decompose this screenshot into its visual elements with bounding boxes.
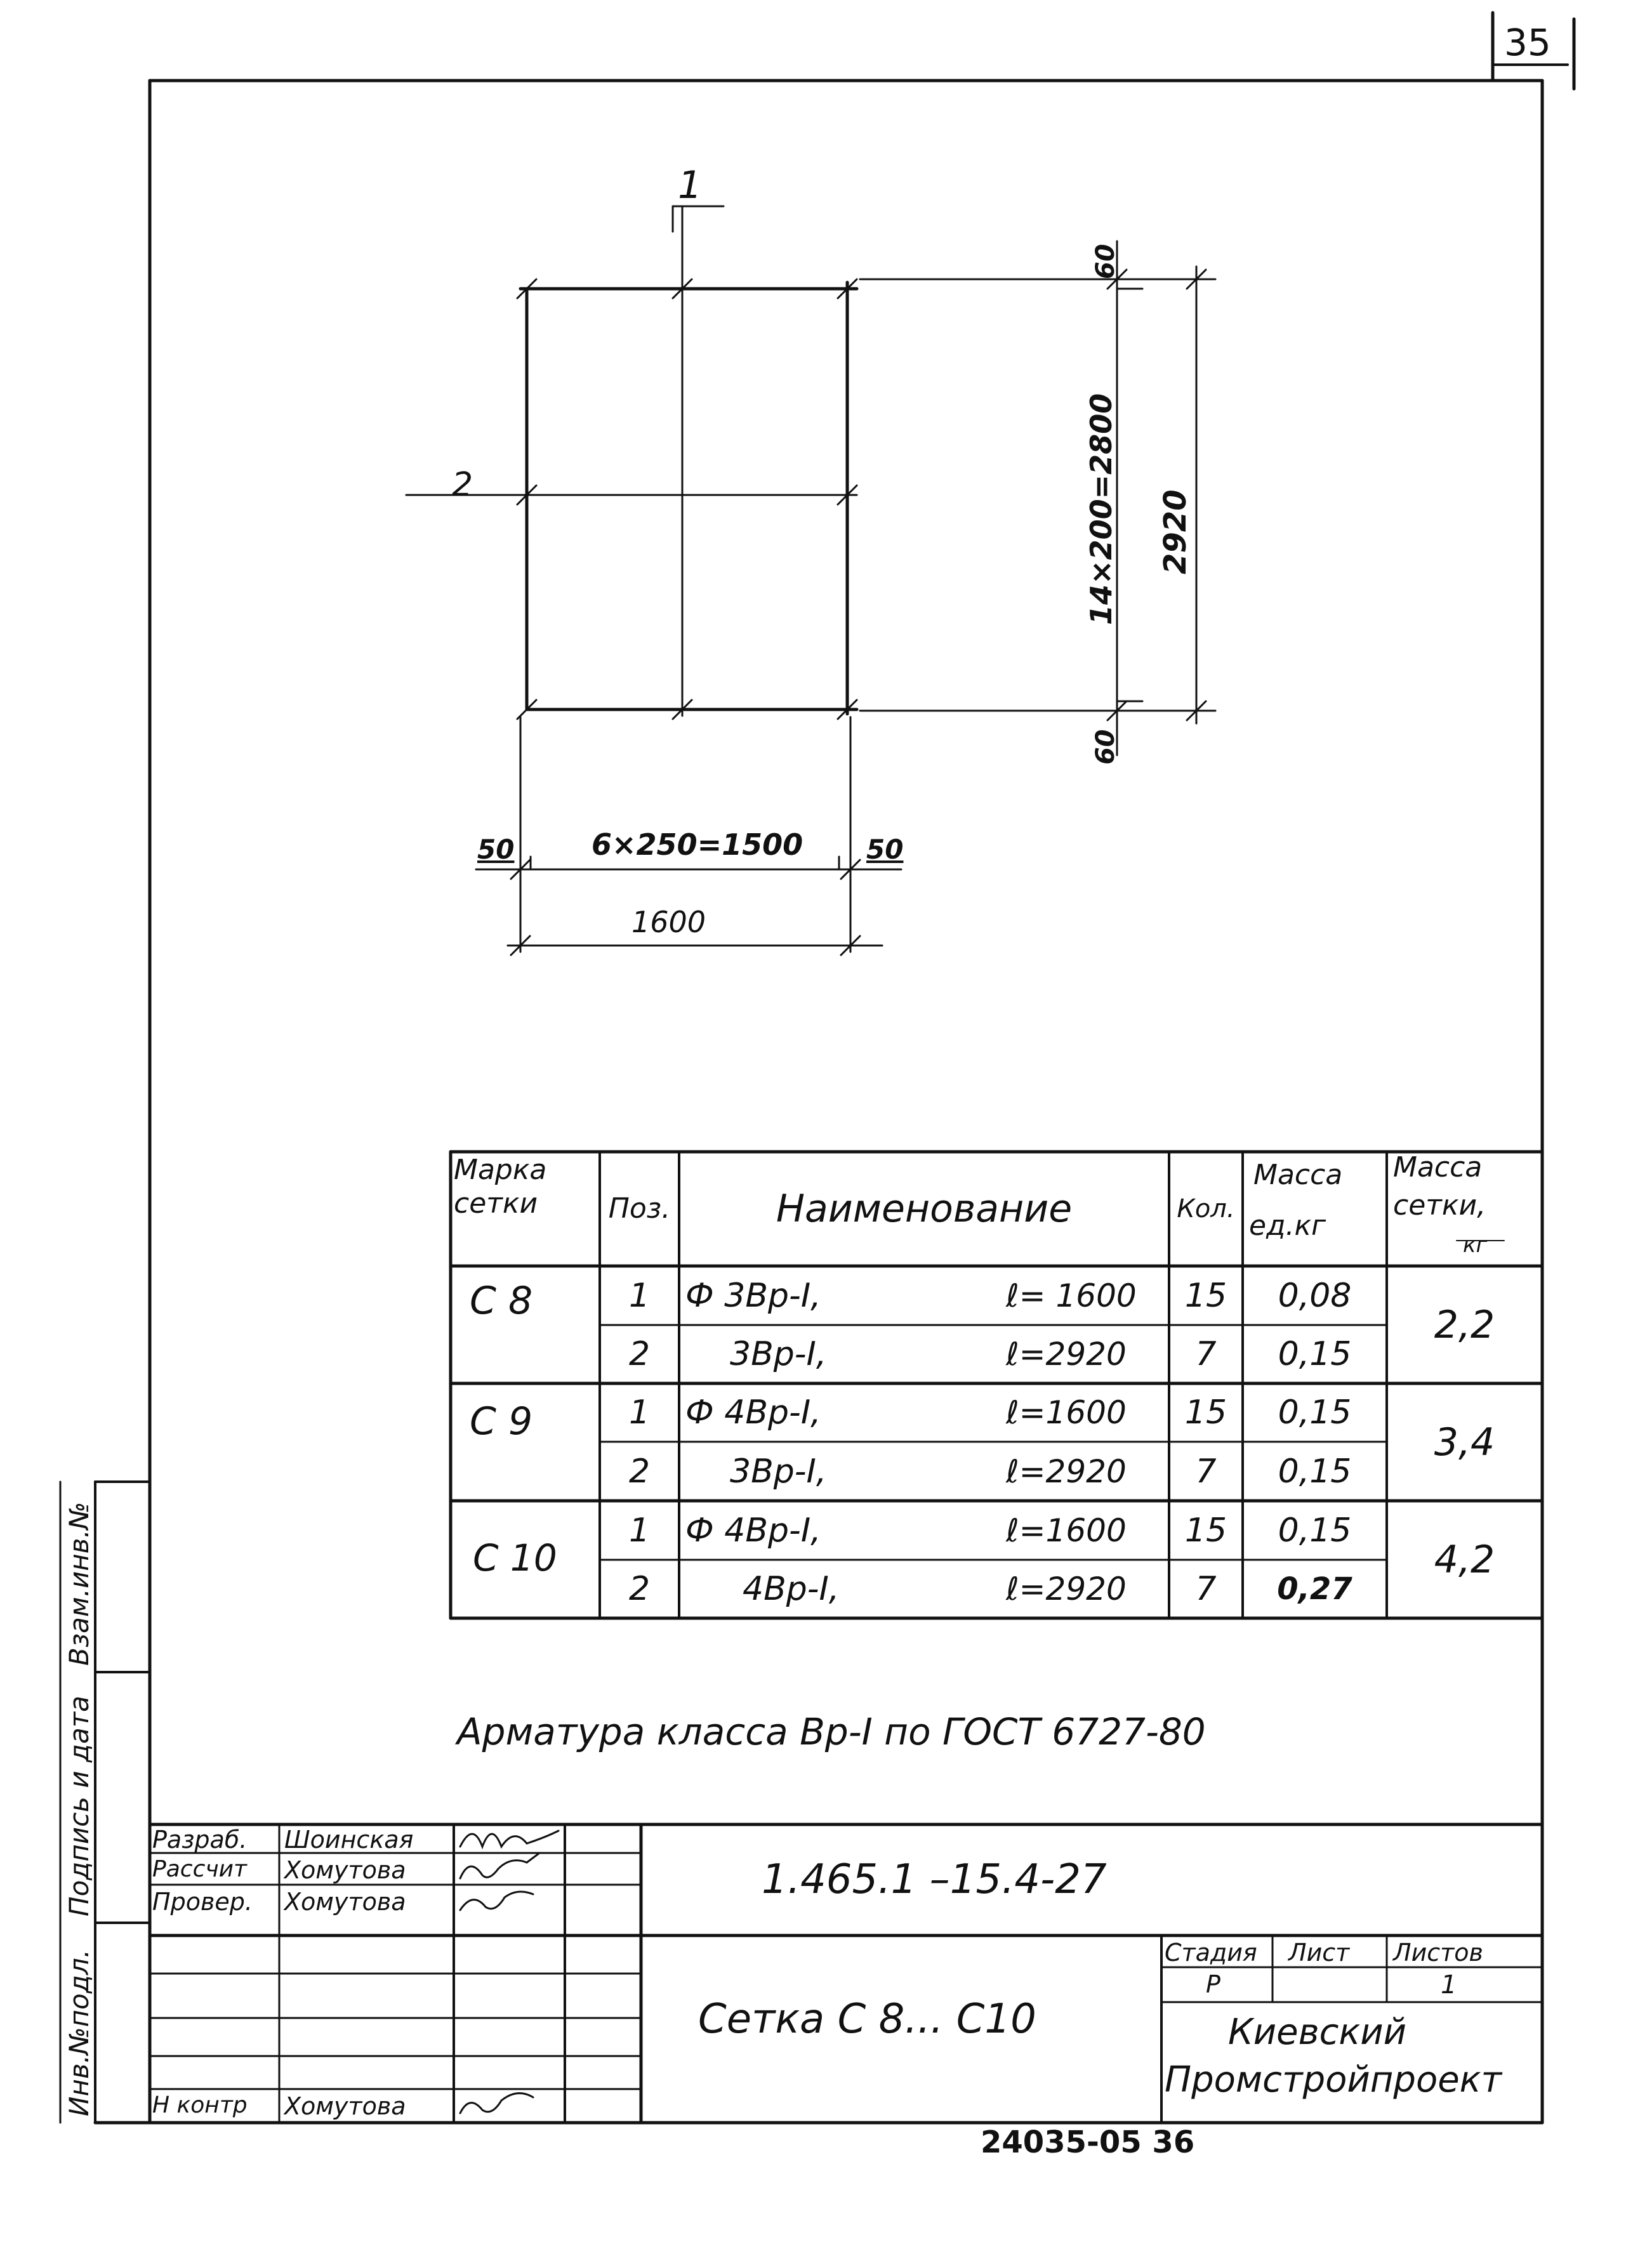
page-number: 35: [1504, 21, 1551, 64]
dim-left-50: 50: [477, 834, 515, 865]
name-cell: 4Вр-I,: [743, 1570, 840, 1608]
length-cell: ℓ=2920: [1006, 1453, 1127, 1490]
role-n-kontr: Н контр: [152, 2092, 248, 2118]
name-cell: Ф 4Вр-I,: [685, 1394, 821, 1432]
name-cell: Ф 3Вр-I,: [685, 1276, 821, 1315]
organization-line2: Промстройпроект: [1165, 2059, 1502, 2100]
unit-mass-cell: 0,08: [1278, 1276, 1352, 1315]
header-mesh-mass-line1: Масса: [1393, 1151, 1483, 1183]
qty-cell: 7: [1195, 1570, 1217, 1608]
header-pos: Поз.: [608, 1192, 671, 1225]
pos-cell: 1: [628, 1276, 651, 1315]
header-mesh-mass-line3: кг: [1463, 1232, 1488, 1258]
header-qty: Кол.: [1177, 1194, 1235, 1223]
name-cell: 3Вр-I,: [730, 1335, 827, 1373]
unit-mass-cell: 0,15: [1278, 1511, 1352, 1550]
sheets-label: Листов: [1393, 1939, 1483, 1967]
length-cell: ℓ=2920: [1006, 1571, 1127, 1607]
unit-mass-cell: 0,15: [1278, 1394, 1352, 1432]
pos-cell: 1: [628, 1394, 651, 1432]
dim-bottom-60: 60: [1091, 729, 1120, 765]
qty-cell: 15: [1184, 1511, 1227, 1550]
side-stamp-vzam-inv: Взам.инв.№: [63, 1501, 95, 1666]
pos-cell: 1: [628, 1511, 651, 1550]
mark-cell: С 9: [470, 1399, 533, 1444]
length-cell: ℓ=1600: [1006, 1512, 1127, 1549]
stage-value: Р: [1206, 1970, 1220, 1998]
name-cell: Ф 4Вр-I,: [685, 1511, 821, 1550]
name-cell: 3Вр-I,: [730, 1452, 827, 1491]
qty-cell: 15: [1184, 1276, 1227, 1315]
dim-vertical-spacing: 14×200=2800: [1084, 393, 1118, 625]
mark-cell: С 10: [473, 1536, 557, 1579]
mesh-mass-cell: 2,2: [1434, 1302, 1495, 1347]
length-cell: ℓ=2920: [1006, 1336, 1127, 1373]
organization-line1: Киевский: [1228, 2012, 1407, 2053]
name-rasschit: Хомутова: [284, 1856, 406, 1884]
pos-cell: 2: [628, 1335, 651, 1373]
stage-label: Стадия: [1165, 1939, 1257, 1967]
header-unit-mass-line1: Масса: [1253, 1159, 1343, 1191]
role-rasschit: Рассчит: [152, 1856, 247, 1882]
qty-cell: 7: [1195, 1452, 1217, 1491]
sheet-label: Лист: [1288, 1939, 1350, 1967]
reinforcement-note: Арматура класса Вр-I по ГОСТ 6727-80: [457, 1710, 1206, 1753]
length-cell: ℓ=1600: [1006, 1394, 1127, 1431]
header-unit-mass-line2: ед.кг: [1249, 1210, 1326, 1242]
role-prover: Провер.: [152, 1888, 253, 1916]
dim-top-60: 60: [1091, 244, 1120, 279]
qty-cell: 7: [1195, 1335, 1217, 1373]
archive-code: 24035-05 36: [981, 2125, 1195, 2160]
pos-cell: 2: [628, 1570, 651, 1608]
pos-cell: 2: [628, 1452, 651, 1491]
name-razrab: Шоинская: [284, 1826, 414, 1854]
mark-cell: С 8: [470, 1279, 533, 1323]
unit-mass-cell: 0,15: [1278, 1452, 1352, 1491]
dim-horizontal-total: 1600: [631, 905, 706, 939]
length-cell: ℓ= 1600: [1006, 1277, 1137, 1314]
name-prover: Хомутова: [284, 1888, 406, 1916]
header-mark-line1: Марка: [454, 1154, 547, 1186]
side-stamp-podpis-data: Подпись и дата: [63, 1696, 95, 1916]
drawing-title: Сетка С 8... С10: [698, 1996, 1036, 2043]
header-name: Наименование: [776, 1187, 1073, 1231]
dim-right-50: 50: [866, 834, 904, 865]
side-stamp-inv-podl: Инв.№подл.: [63, 1949, 95, 2116]
header-mark-line2: сетки: [454, 1187, 538, 1220]
name-n-kontr: Хомутова: [284, 2092, 406, 2120]
unit-mass-cell: 0,15: [1278, 1335, 1352, 1373]
mesh-mass-cell: 4,2: [1434, 1537, 1495, 1582]
dim-vertical-total: 2920: [1158, 489, 1193, 574]
header-mesh-mass-line2: сетки,: [1393, 1189, 1486, 1222]
dim-horizontal-spacing: 6×250=1500: [592, 827, 803, 862]
section-mark-label: 1: [678, 163, 703, 208]
unit-mass-cell: 0,27: [1277, 1571, 1352, 1607]
qty-cell: 15: [1184, 1394, 1227, 1432]
mesh-mass-cell: 3,4: [1434, 1420, 1495, 1465]
document-code: 1.465.1 –15.4-27: [762, 1856, 1107, 1903]
role-razrab: Разраб.: [152, 1826, 248, 1854]
sheets-value: 1: [1441, 1970, 1457, 2000]
position-mark-label: 2: [452, 466, 473, 504]
